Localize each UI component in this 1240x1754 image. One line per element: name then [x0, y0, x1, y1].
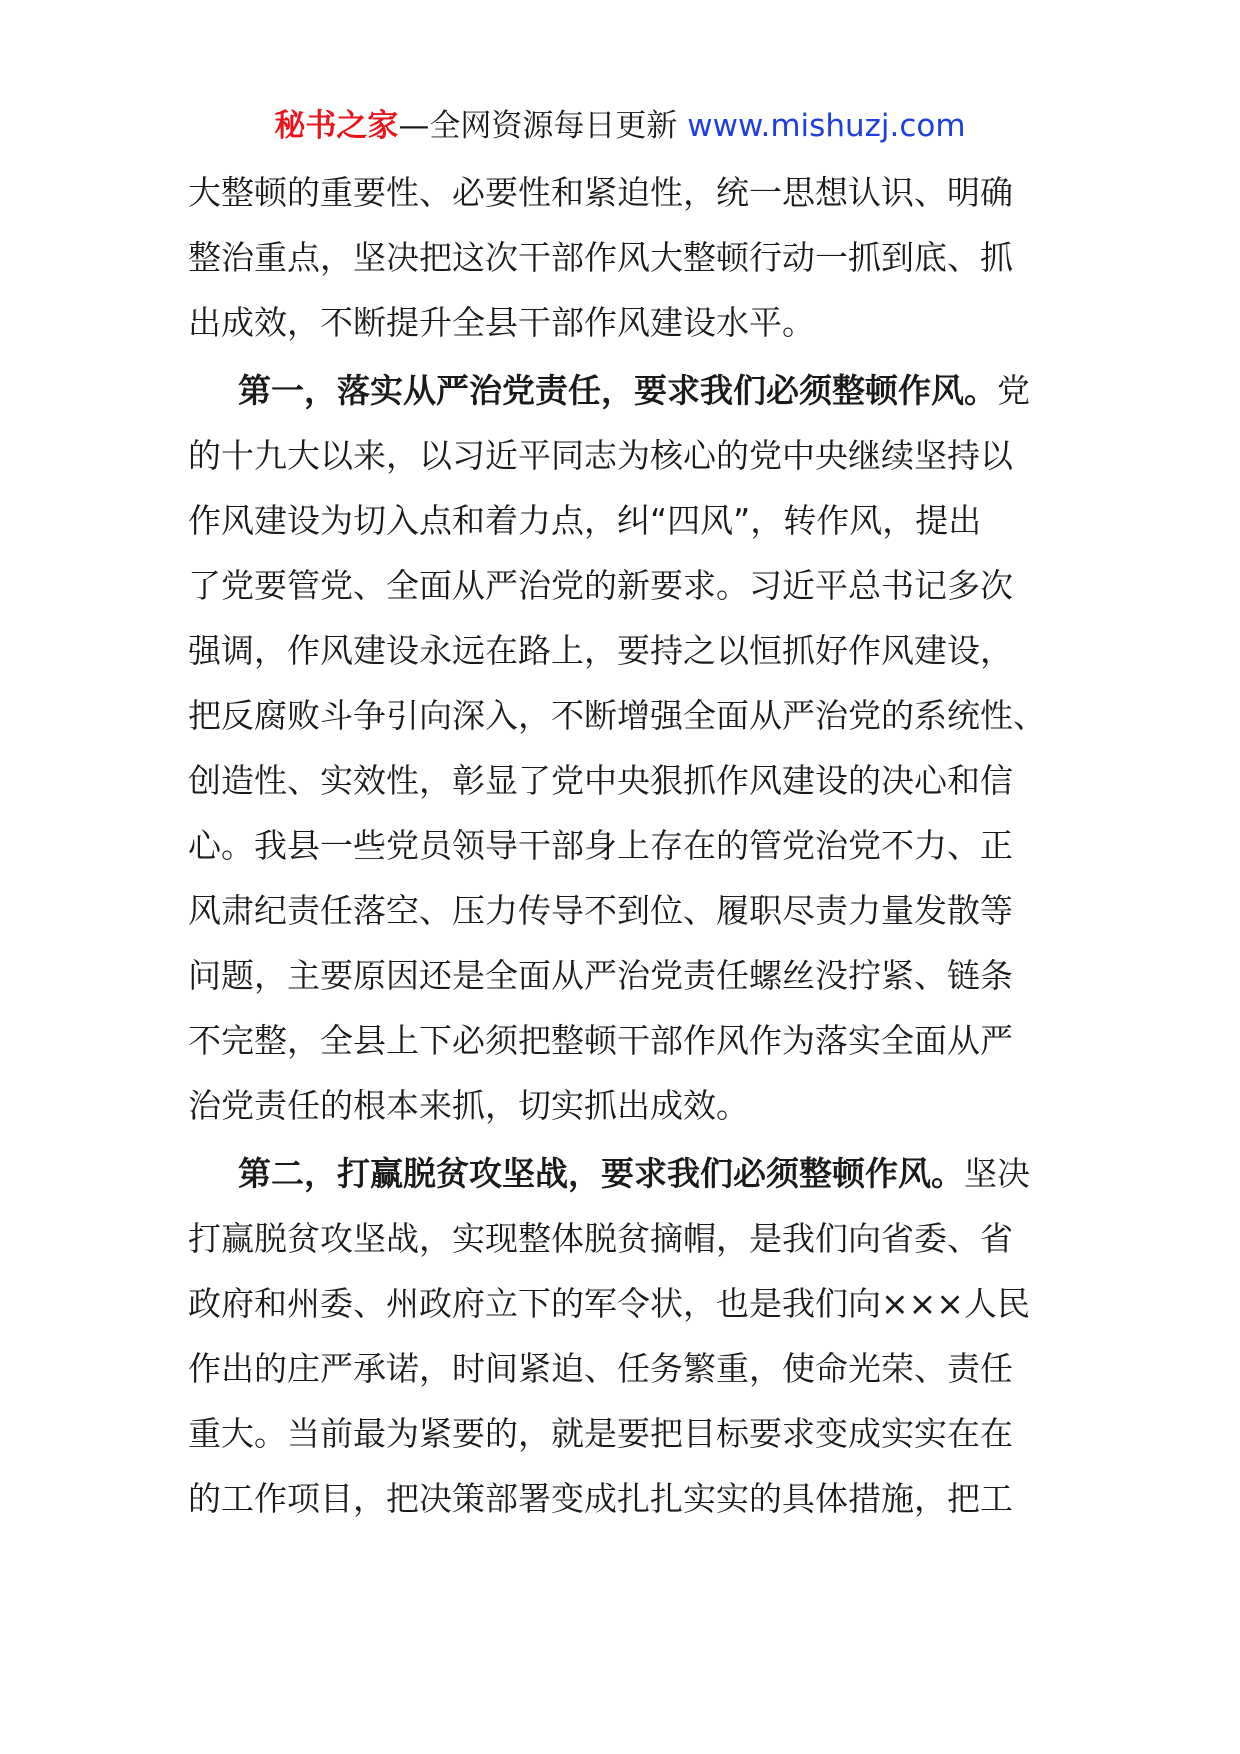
- section-heading: 第二，打赢脱贫攻坚战，要求我们必须整顿作风。: [238, 1154, 964, 1193]
- text-line: 政府和州委、州政府立下的军令状，也是我们向×××人民: [188, 1284, 1030, 1323]
- text-line: [188, 1141, 1068, 1206]
- text-line: 心。我县一些党员领导干部身上存在的管党治党不力、正: [188, 826, 1013, 865]
- text-line: 出成效，不断提升全县干部作风建设水平。: [188, 303, 815, 342]
- text-line: [188, 358, 1068, 423]
- text-line: 强调，作风建设永远在路上，要持之以恒抓好作风建设，: [188, 631, 1013, 670]
- text-line: 整治重点，坚决把这次干部作风大整顿行动一抓到底、抓: [188, 238, 1013, 277]
- text-line: 的工作项目，把决策部署变成扎扎实实的具体措施，把工: [188, 1479, 1013, 1518]
- text-line: 了党要管党、全面从严治党的新要求。习近平总书记多次: [188, 566, 1013, 605]
- text-line: 打赢脱贫攻坚战，实现整体脱贫摘帽，是我们向省委、省: [188, 1219, 1013, 1258]
- document-body: [188, 160, 1068, 1534]
- site-tagline: —全网资源每日更新: [398, 108, 688, 144]
- text-line: 把反腐败斗争引向深入，不断增强全面从严治党的系统性、: [188, 696, 1046, 735]
- text-line: 作出的庄严承诺，时间紧迫、任务繁重，使命光荣、责任: [188, 1349, 1013, 1388]
- paragraph: [188, 1141, 1068, 1531]
- paragraph: [188, 160, 1068, 355]
- text-line: 治党责任的根本来抓，切实抓出成效。: [188, 1086, 749, 1125]
- text-line: 不完整，全县上下必须把整顿干部作风作为落实全面从严: [188, 1021, 1013, 1060]
- text-line: 重大。当前最为紧要的，就是要把目标要求变成实实在在: [188, 1414, 1013, 1453]
- site-header: [0, 104, 1240, 148]
- section-heading: 第一，落实从严治党责任，要求我们必须整顿作风。: [238, 371, 997, 410]
- paragraph: [188, 358, 1068, 1138]
- text-line: 作风建设为切入点和着力点，纠“四风”，转作风，提出: [188, 501, 982, 540]
- text-fragment: 党: [997, 371, 1030, 410]
- site-url-link[interactable]: www.mishuzj.com: [687, 108, 966, 144]
- site-brand: 秘书之家: [274, 108, 399, 144]
- text-fragment: 坚决: [964, 1154, 1030, 1193]
- text-line: 大整顿的重要性、必要性和紧迫性，统一思想认识、明确: [188, 173, 1013, 212]
- text-line: 创造性、实效性，彰显了党中央狠抓作风建设的决心和信: [188, 761, 1013, 800]
- text-line: 问题，主要原因还是全面从严治党责任螺丝没拧紧、链条: [188, 956, 1013, 995]
- text-line: 的十九大以来，以习近平同志为核心的党中央继续坚持以: [188, 436, 1013, 475]
- text-line: 风肃纪责任落空、压力传导不到位、履职尽责力量发散等: [188, 891, 1013, 930]
